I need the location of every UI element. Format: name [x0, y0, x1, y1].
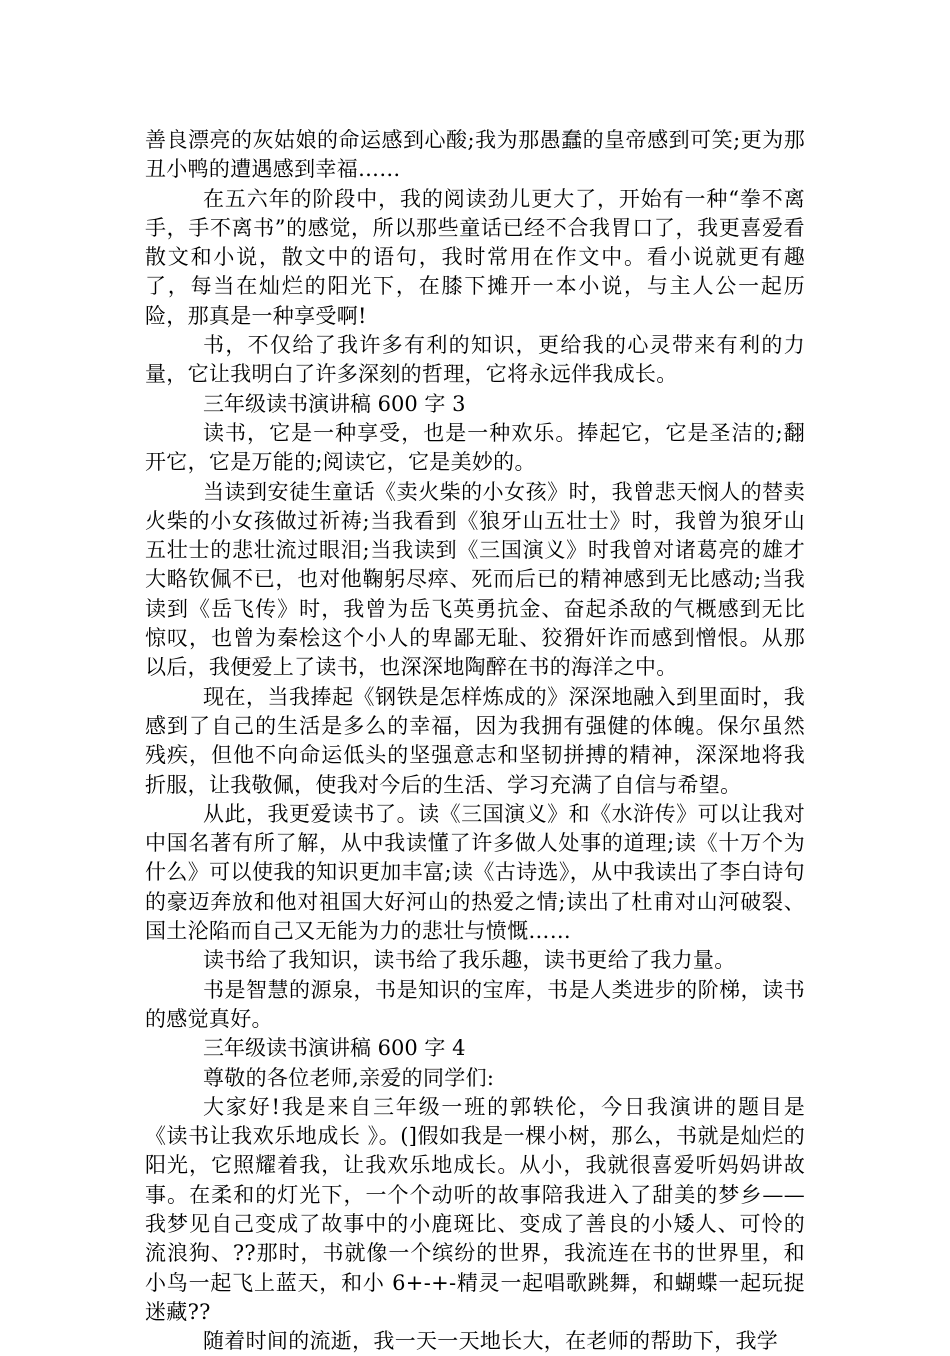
paragraph-4: 读书，它是一种享受，也是一种欢乐。捧起它，它是圣洁的;翻开它，它是万能的;阅读它，它是美妙的。	[145, 420, 805, 475]
paragraph-10: 大家好!我是来自三年级一班的郭轶伦，今日我演讲的题目是《读书让我欢乐地成长 》。(]假如我是一棵小树，那么，书就是灿烂的阳光，它照耀着我，让我欢乐地成长。从小，我就很喜爱听妈妈讲故事。在柔和的灯光下，一个个动听的故事陪我进入了甜美的梦乡——我梦见自己变成了故事中的小鹿斑比、变成了善良的小矮人、可怜的流浪狗、??那时，书就像一个缤纷的世界，我流连在书的世界里，和小鸟一起飞上蓝天，和小 6+-+-精灵一起唱歌跳舞，和蝴蝶一起玩捉迷藏??	[145, 1094, 805, 1324]
paragraph-7: 从此，我更爱读书了。读《三国演义》和《水浒传》可以让我对中国名著有所了解，从中我读懂了许多做人处事的道理;读《十万个为什么》可以使我的知识更加丰富;读《古诗选》，从中我读出了李白诗句的豪迈奔放和他对祖国大好河山的热爱之情;读出了杜甫对山河破裂、国土沦陷而自己又无能为力的悲壮与愤慨……	[145, 801, 805, 944]
paragraph-5: 当读到安徒生童话《卖火柴的小女孩》时，我曾悲天悯人的替卖火柴的小女孩做过祈祷;当我看到《狼牙山五壮士》时，我曾为狼牙山五壮士的悲壮流过眼泪;当我读到《三国演义》时我曾对诸葛亮的雄才大略钦佩不已，也对他鞠躬尽瘁、死而后已的精神感到无比感动;当我读到《岳飞传》时，我曾为岳飞英勇抗金、奋起杀敌的气概感到无比惊叹，也曾为秦桧这个小人的卑鄙无耻、狡猾奸诈而感到憎恨。从那以后，我便爱上了读书，也深深地陶醉在书的海洋之中。	[145, 479, 805, 680]
document-page	[145, 126, 805, 1356]
paragraph-9: 书是智慧的源泉，书是知识的宝库，书是人类进步的阶梯，读书的感觉真好。	[145, 977, 805, 1031]
salutation: 尊敬的各位老师,亲爱的同学们:	[203, 1065, 495, 1090]
paragraph-2: 在五六年的阶段中，我的阅读劲儿更大了，开始有一种“拳不离手，手不离书”的感觉，所以那些童话已经不合我胃口了，我更喜爱看散文和小说，散文中的语句，我时常用在作文中。看小说就更有趣了，每当在灿烂的阳光下，在膝下摊开一本小说，与主人公一起历险，那真是一种享受啊!	[145, 186, 805, 328]
section-heading-3: 三年级读书演讲稿 600 字 3	[203, 391, 466, 416]
paragraph-3: 书，不仅给了我许多有利的知识，更给我的心灵带来有利的力量，它让我明白了许多深刻的哲理，它将永远伴我成长。	[145, 333, 805, 387]
paragraph-11: 随着时间的流逝，我一天一天地长大，在老师的帮助下，我学	[203, 1329, 779, 1354]
paragraph-1: 善良漂亮的灰姑娘的命运感到心酸;我为那愚蠢的皇帝感到可笑;更为那丑小鸭的遭遇感到幸福……	[145, 128, 805, 182]
section-heading-4: 三年级读书演讲稿 600 字 4	[203, 1036, 466, 1061]
paragraph-8: 读书给了我知识，读书给了我乐趣，读书更给了我力量。	[203, 948, 736, 973]
paragraph-6: 现在，当我捧起《钢铁是怎样炼成的》深深地融入到里面时，我感到了自己的生活是多么的幸福，因为我拥有强健的体魄。保尔虽然残疾，但他不向命运低头的坚强意志和坚韧拼搏的精神，深深地将我折服，让我敬佩，使我对今后的生活、学习充满了自信与希望。	[145, 684, 805, 797]
